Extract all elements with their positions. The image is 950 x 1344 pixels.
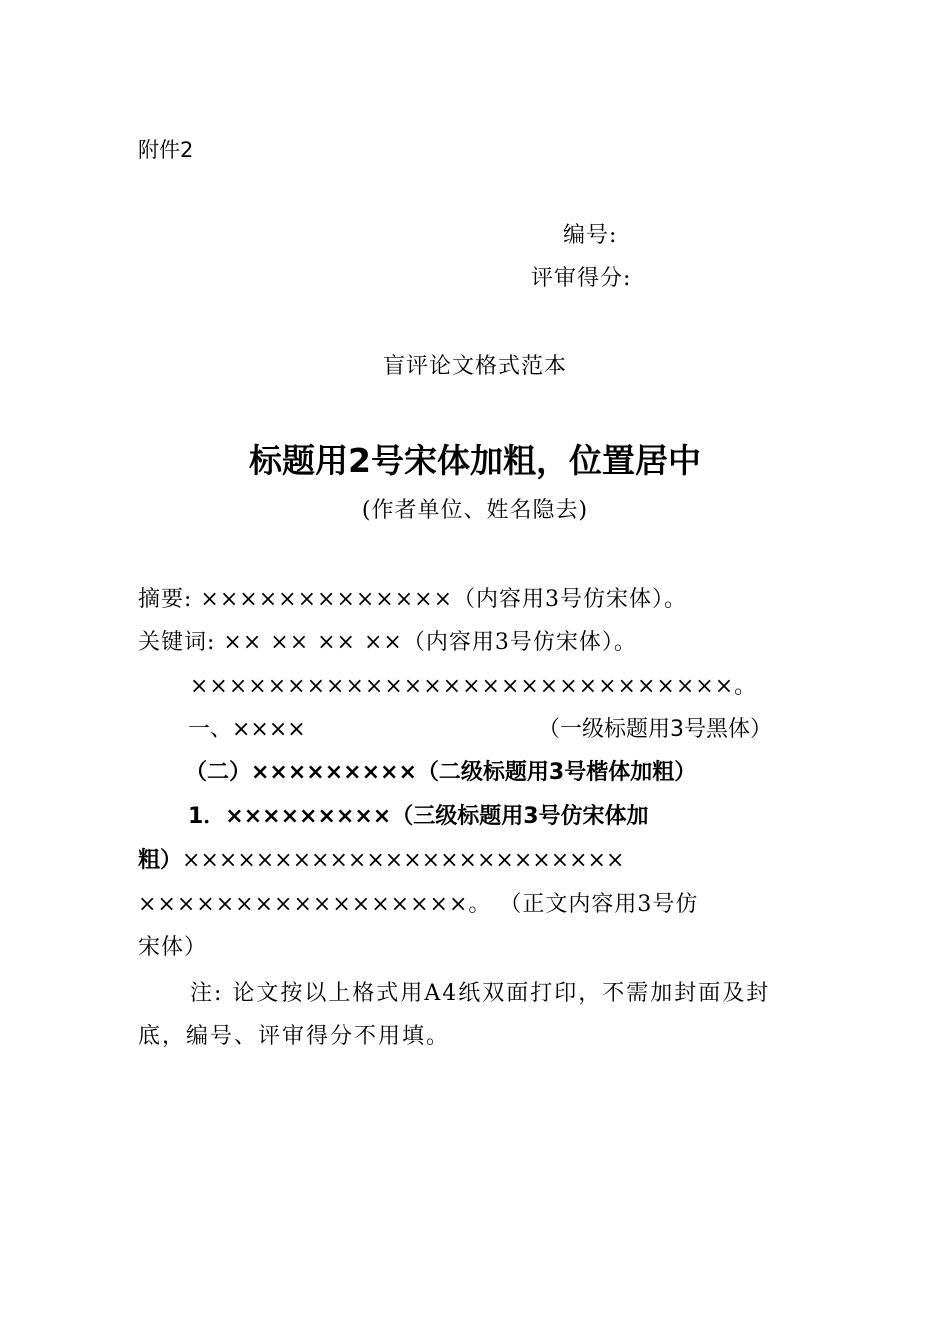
footnote-line: 注: 论文按以上格式用A4纸双面打印，不需加封面及封 xyxy=(190,981,771,1006)
author-note: (作者单位、姓名隐去) xyxy=(361,498,589,523)
keywords-line: 关键词: ×× ×× ×× ××（内容用3号仿宋体）。 xyxy=(138,630,637,655)
main-title: 标题用2号宋体加粗，位置居中 xyxy=(249,441,701,480)
abstract-line: 摘要: ×××××××××××××（内容用3号仿宋体）。 xyxy=(138,587,688,612)
review-score-label: 评审得分: xyxy=(531,266,632,291)
body-text-line: 宋体） xyxy=(138,935,208,960)
template-name: 盲评论文格式范本 xyxy=(382,354,567,379)
level3-heading-continuation: 粗） xyxy=(138,848,183,873)
level1-heading xyxy=(188,717,772,742)
body-text-segment: ×××××××××××××××××××××××× xyxy=(182,848,625,873)
level3-heading: 1．×××××××××（三级标题用3号仿宋体加 xyxy=(188,804,649,829)
body-text-line xyxy=(138,850,624,872)
level1-heading-note: （一级标题用3号黑体） xyxy=(538,717,772,742)
body-text-line: ××××××××××××××××××××××××××××。 xyxy=(190,674,758,699)
attachment-label: 附件2 xyxy=(138,138,194,162)
level2-heading: （二）×××××××××（二级标题用3号楷体加粗） xyxy=(185,760,697,785)
level1-heading-text: 一、×××× xyxy=(188,717,306,742)
body-text-line: ×××××××××××××××××。 （正文内容用3号仿 xyxy=(138,892,699,917)
serial-number-label: 编号: xyxy=(563,223,618,248)
footnote-line: 底，编号、评审得分不用填。 xyxy=(138,1024,451,1049)
